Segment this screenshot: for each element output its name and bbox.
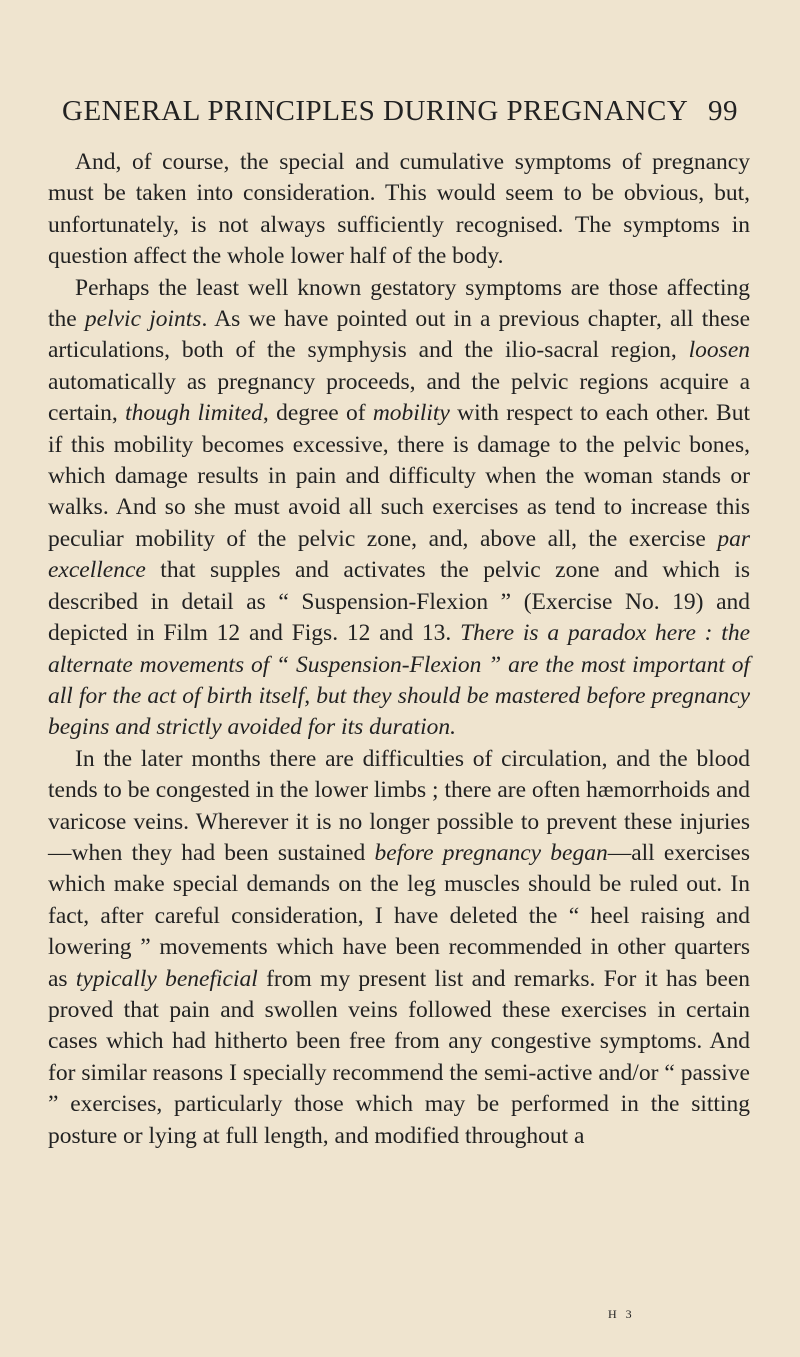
text-run: , degree of [262,400,373,427]
paragraph [48,744,750,1152]
text-run: And, of course, the special and cumulative symptoms of pregnancy must be taken into consideration. This would seem to be obvious, but, unfortunately, is not always sufficiently recognised. The symptoms in question affect the whole lower half of the body. [48,149,750,270]
running-header [62,95,738,128]
text-run: automatically as pregnancy proceeds, and the pelvic regions acquire a certain, [48,368,750,427]
text-run: . As we have pointed out in a previous chapter, all these articulations, both of the symphysis and the ilio-sacral region, [48,306,750,364]
italic-run: pelvic joints [84,306,202,333]
body-text [48,147,750,1152]
italic-run: typically beneficial [75,965,258,992]
paragraph [48,147,750,273]
text-run: In the later months there are difficulties of circulation, and the blood tends to be congested in the lower limbs ; there are often hæmorrhoids and varicose veins. Wherever it is no longer possible to prevent these injuries—when they had been sustained [48,745,750,866]
italic-run: par excellence [48,525,750,584]
signature-mark: H 3 [608,1307,635,1321]
running-title: GENERAL PRINCIPLES DURING PREGNANCY [62,95,689,127]
italic-run: mobility [372,400,450,427]
italic-run: though limited [125,400,263,427]
text-run: —all exercises which make special demands on the leg muscles should be ruled out. In fact, after careful consideration, I have deleted the “ heel raising and lowering ” movements which have been recommended in other quarters as [48,839,750,992]
text-run: with respect to each other. But if this mobility becomes excessive, there is damage to the pelvic bones, which damage results in pain and difficulty when the woman stands or walks. And so she must avoid all such exercises as tend to increase this peculiar mobility of the pelvic zone, and, above all, the exercise [48,400,750,552]
italic-run: loosen [688,337,750,364]
italic-run: There is a paradox here : the alternate movements of “ Suspension-Flexion ” are the most important of all for the act of birth itself, but they should be mastered before pregnancy begins and strictly avoided for its duration. [48,620,751,741]
page-number: 99 [708,95,738,127]
italic-run: before pregnancy began [374,839,608,866]
text-run: Perhaps the least well known gestatory symptoms are those affecting the [48,274,750,333]
text-run: from my present list and remarks. For it has been proved that pain and swollen veins followed these exercises in certain cases which had hitherto been free from any congestive symptoms. And for similar reasons I specially recommend the semi-active and/or “ passive ” exercises, particularly those which may be performed in the sitting posture or lying at full length, and modified throughout a [48,965,750,1149]
text-run: that supples and activates the pelvic zone and which is described in detail as “ Suspension-Flexion ” (Exercise No. 19) and depicted in Film 12 and Figs. 12 and 13. [48,557,750,647]
paragraph [48,273,750,744]
